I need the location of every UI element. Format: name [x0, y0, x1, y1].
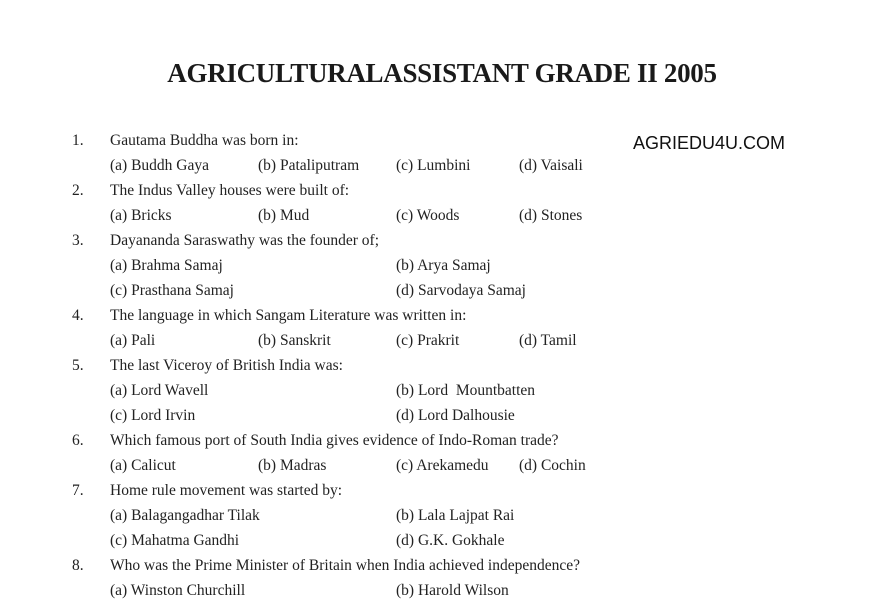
options-row	[0, 378, 893, 403]
option-b: (b) Pataliputram	[258, 157, 360, 174]
options-row	[0, 403, 893, 428]
question-2	[0, 178, 893, 203]
option-c: (c) Prasthana Samaj	[110, 282, 234, 299]
question-number: 1.	[72, 132, 84, 149]
question-6	[0, 428, 893, 453]
option-b: (b) Lord Mountbatten	[396, 382, 536, 399]
question-5	[0, 353, 893, 378]
options-row	[0, 278, 893, 303]
option-b: (b) Sanskrit	[258, 332, 331, 349]
question-3	[0, 228, 893, 253]
option-a: (a) Lord Wavell	[110, 382, 209, 399]
option-c: (c) Lord Irvin	[110, 407, 196, 424]
option-b: (b) Mud	[258, 207, 310, 224]
options-row	[0, 153, 893, 178]
option-a: (a) Bricks	[110, 207, 172, 224]
option-d: (d) Sarvodaya Samaj	[396, 282, 526, 299]
options-row	[0, 578, 893, 603]
option-b: (b) Madras	[258, 457, 327, 474]
question-text: The last Viceroy of British India was:	[110, 357, 343, 374]
options-row	[0, 453, 893, 478]
question-number: 8.	[72, 557, 84, 574]
question-text: The language in which Sangam Literature was written in:	[110, 307, 467, 324]
page-title: AGRICULTURALASSISTANT GRADE II 2005	[167, 58, 717, 88]
question-4	[0, 303, 893, 328]
option-c: (c) Mahatma Gandhi	[110, 532, 240, 549]
question-text: Gautama Buddha was born in:	[110, 132, 299, 149]
question-text: The Indus Valley houses were built of:	[110, 182, 350, 199]
question-7	[0, 478, 893, 503]
question-text: Home rule movement was started by:	[110, 482, 343, 499]
options-row	[0, 203, 893, 228]
site-watermark: AGRIEDU4U.COM	[633, 133, 786, 153]
option-c: (c) Prakrit	[396, 332, 460, 349]
question-text: Who was the Prime Minister of Britain when India achieved independence?	[110, 557, 581, 574]
question-8	[0, 553, 893, 578]
option-d: (d) Stones	[519, 207, 583, 224]
option-a: (a) Balagangadhar Tilak	[110, 507, 260, 524]
option-a: (a) Winston Churchill	[110, 582, 246, 599]
option-c: (c) Arekamedu	[396, 457, 489, 474]
question-text: Which famous port of South India gives evidence of Indo-Roman trade?	[110, 432, 559, 449]
options-row	[0, 528, 893, 553]
option-a: (a) Buddh Gaya	[110, 157, 209, 174]
option-a: (a) Calicut	[110, 457, 176, 474]
option-b: (b) Harold Wilson	[396, 582, 509, 599]
option-a: (a) Brahma Samaj	[110, 257, 223, 274]
question-number: 4.	[72, 307, 84, 324]
options-row	[0, 503, 893, 528]
option-d: (d) Cochin	[519, 457, 586, 474]
question-number: 3.	[72, 232, 84, 249]
option-c: (c) Lumbini	[396, 157, 471, 174]
question-number: 6.	[72, 432, 84, 449]
option-b: (b) Arya Samaj	[396, 257, 491, 274]
question-number: 5.	[72, 357, 84, 374]
option-a: (a) Pali	[110, 332, 156, 349]
option-d: (d) G.K. Gokhale	[396, 532, 505, 549]
options-row	[0, 328, 893, 353]
option-b: (b) Lala Lajpat Rai	[396, 507, 515, 524]
options-row	[0, 253, 893, 278]
option-d: (d) Vaisali	[519, 157, 583, 174]
question-number: 2.	[72, 182, 84, 199]
option-d: (d) Lord Dalhousie	[396, 407, 515, 424]
question-list	[0, 128, 893, 603]
option-d: (d) Tamil	[519, 332, 577, 349]
question-number: 7.	[72, 482, 84, 499]
question-text: Dayananda Saraswathy was the founder of;	[110, 232, 380, 249]
option-c: (c) Woods	[396, 207, 460, 224]
question-1	[0, 128, 893, 153]
